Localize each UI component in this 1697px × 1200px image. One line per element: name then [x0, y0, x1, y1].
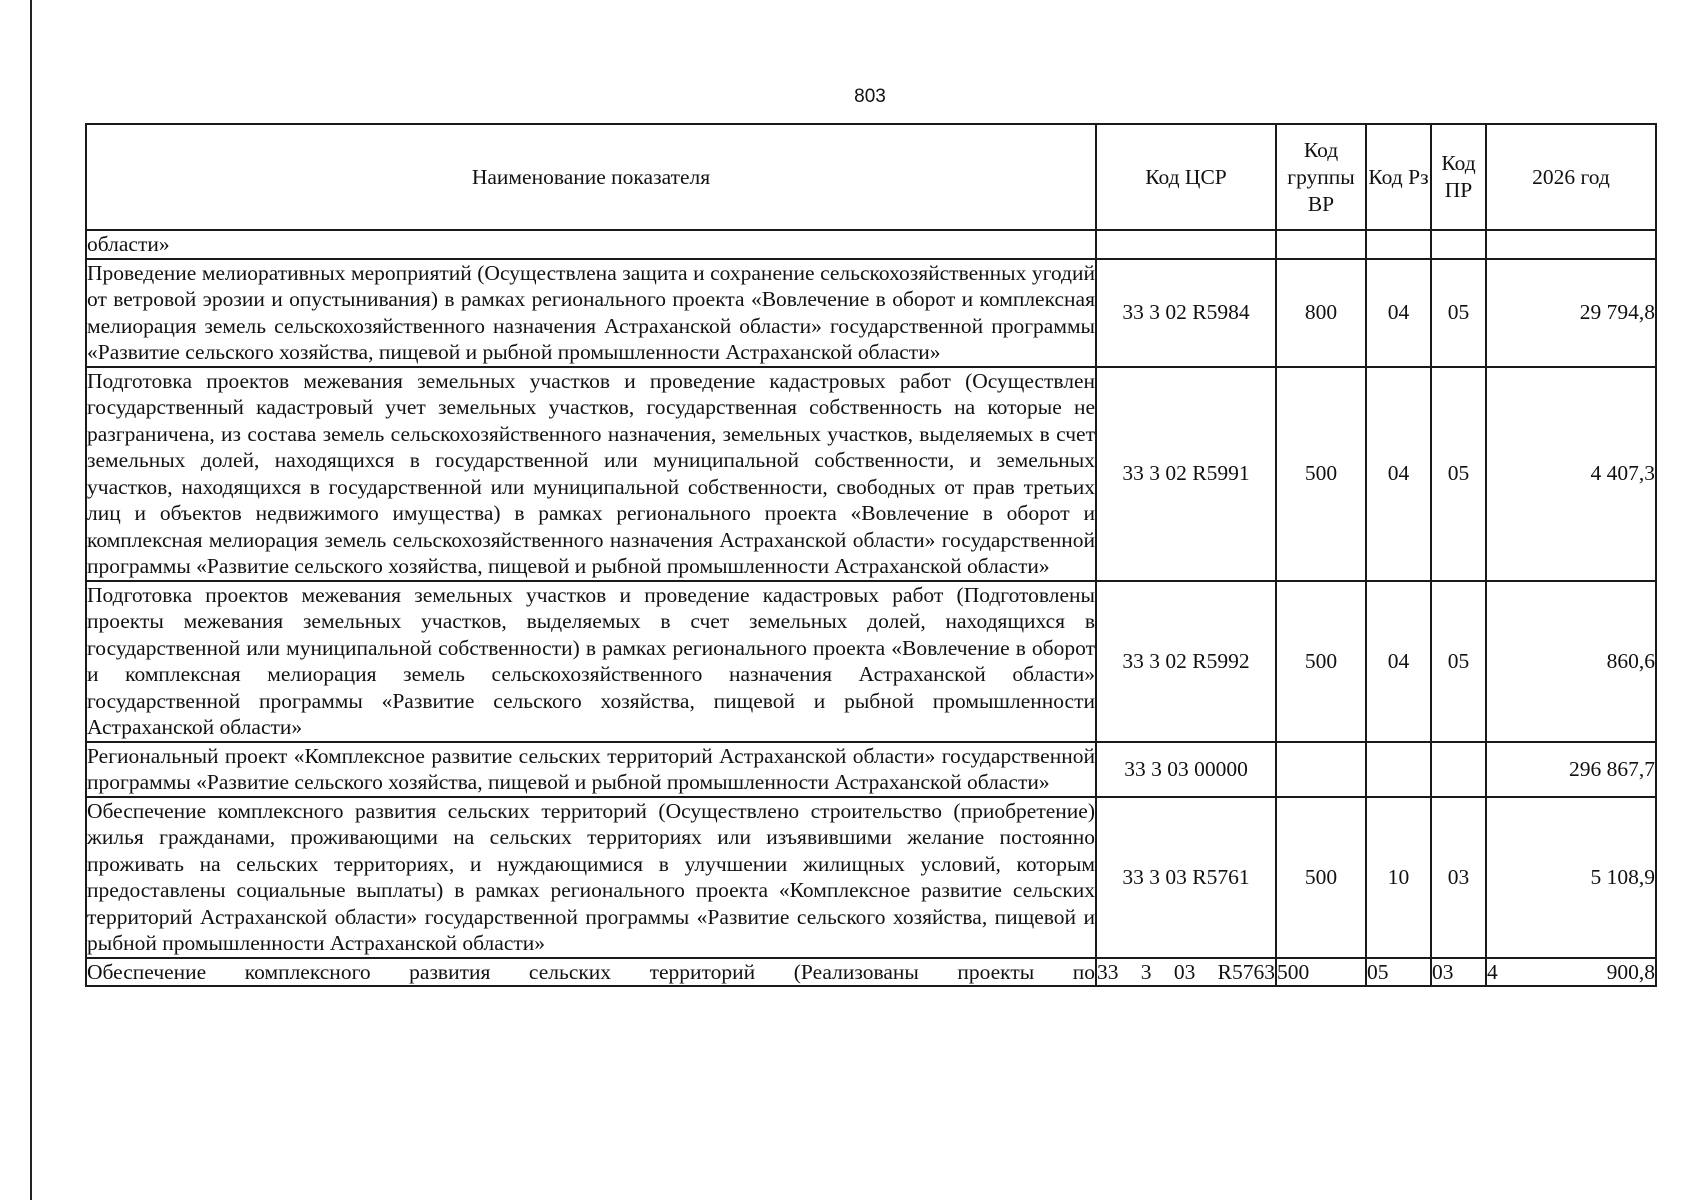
header-csr: Код ЦСР — [1096, 124, 1276, 230]
row-name: Обеспечение комплексного развития сельских территорий (Реализованы проекты по — [86, 958, 1096, 987]
row-rz: 10 — [1366, 797, 1431, 958]
row-name: Региональный проект «Комплексное развитие сельских территорий Астраханской области» государственной программы «Развитие сельского хозяйства, пищевой и рыбной промышленности Астраханской области» — [86, 742, 1096, 797]
row-vr: 500 — [1276, 958, 1366, 987]
page-number: 803 — [854, 86, 886, 107]
row-csr: 33 3 03 00000 — [1096, 742, 1276, 797]
row-pr: 05 — [1431, 367, 1486, 581]
row-pr: 05 — [1431, 259, 1486, 367]
row-pr — [1431, 230, 1486, 259]
page-margin-line — [30, 0, 32, 1200]
row-name: Подготовка проектов межевания земельных участков и проведение кадастровых работ (Подготовлены проекты межевания земельных участков, выделяемых в счет земельных долей, находящихся в государственной или муниципальной собственности) в рамках регионального проекта «Вовлечение в оборот и комплексная мелиорация земель сельскохозяйственного назначения Астраханской области» государственной программы «Развитие сельского хозяйства, пищевой и рыбной промышленности Астраханской области» — [86, 581, 1096, 742]
row-amount: 4 900,8 — [1486, 958, 1656, 987]
row-vr: 500 — [1276, 367, 1366, 581]
table-row — [86, 259, 1656, 367]
row-amount: 4 407,3 — [1486, 367, 1656, 581]
row-csr: 33 3 02 R5984 — [1096, 259, 1276, 367]
row-rz: 04 — [1366, 367, 1431, 581]
table-row — [86, 581, 1656, 742]
header-vr: Код группы ВР — [1276, 124, 1366, 230]
row-rz — [1366, 742, 1431, 797]
row-rz: 04 — [1366, 581, 1431, 742]
row-csr: 33 3 02 R5991 — [1096, 367, 1276, 581]
row-name: Проведение мелиоративных мероприятий (Осуществлена защита и сохранение сельскохозяйственных угодий от ветровой эрозии и опустынивания) в рамках регионального проекта «Вовлечение в оборот и комплексная мелиорация земель сельскохозяйственного назначения Астраханской области» государственной программы «Развитие сельского хозяйства, пищевой и рыбной промышленности Астраханской области» — [86, 259, 1096, 367]
header-rz: Код Рз — [1366, 124, 1431, 230]
row-vr — [1276, 742, 1366, 797]
row-name: Обеспечение комплексного развития сельских территорий (Осуществлено строительство (приобретение) жилья гражданами, проживающими на сельских территориях или изъявившими желание постоянно проживать на сельских территориях, и нуждающимися в улучшении жилищных условий, которым предоставлены социальные выплаты) в рамках регионального проекта «Комплексное развитие сельских территорий Астраханской области» государственной программы «Развитие сельского хозяйства, пищевой и рыбной промышленности Астраханской области» — [86, 797, 1096, 958]
row-rz: 05 — [1366, 958, 1431, 987]
row-vr — [1276, 230, 1366, 259]
table-row — [86, 742, 1656, 797]
table-row — [86, 230, 1656, 259]
header-pr: Код ПР — [1431, 124, 1486, 230]
row-amount: 296 867,7 — [1486, 742, 1656, 797]
row-pr: 03 — [1431, 958, 1486, 987]
row-vr: 800 — [1276, 259, 1366, 367]
row-rz: 04 — [1366, 259, 1431, 367]
row-pr — [1431, 742, 1486, 797]
row-amount — [1486, 230, 1656, 259]
row-csr: 33 3 03 R5763 — [1096, 958, 1276, 987]
budget-table — [85, 123, 1657, 987]
table-row — [86, 958, 1656, 987]
table-header-row — [86, 124, 1656, 230]
header-year: 2026 год — [1486, 124, 1656, 230]
row-csr: 33 3 03 R5761 — [1096, 797, 1276, 958]
row-vr: 500 — [1276, 581, 1366, 742]
row-pr: 05 — [1431, 581, 1486, 742]
row-amount: 5 108,9 — [1486, 797, 1656, 958]
table-row — [86, 367, 1656, 581]
row-csr: 33 3 02 R5992 — [1096, 581, 1276, 742]
row-pr: 03 — [1431, 797, 1486, 958]
row-name: Подготовка проектов межевания земельных участков и проведение кадастровых работ (Осуществлен государственный кадастровый учет земельных участков, государственная собственность на которые не разграничена, из состава земель сельскохозяйственного назначения, земельных участков, выделяемых в счет земельных долей, находящихся в государственной или муниципальной собственности, и земельных участков, находящихся в государственной или муниципальной собственности, свободных от прав третьих лиц и объектов недвижимого имущества) в рамках регионального проекта «Вовлечение в оборот и комплексная мелиорация земель сельскохозяйственного назначения Астраханской области» государственной программы «Развитие сельского хозяйства, пищевой и рыбной промышленности Астраханской области» — [86, 367, 1096, 581]
row-rz — [1366, 230, 1431, 259]
row-vr: 500 — [1276, 797, 1366, 958]
row-amount: 29 794,8 — [1486, 259, 1656, 367]
row-name: области» — [86, 230, 1096, 259]
row-csr — [1096, 230, 1276, 259]
header-name: Наименование показателя — [86, 124, 1096, 230]
table-row — [86, 797, 1656, 958]
row-amount: 860,6 — [1486, 581, 1656, 742]
